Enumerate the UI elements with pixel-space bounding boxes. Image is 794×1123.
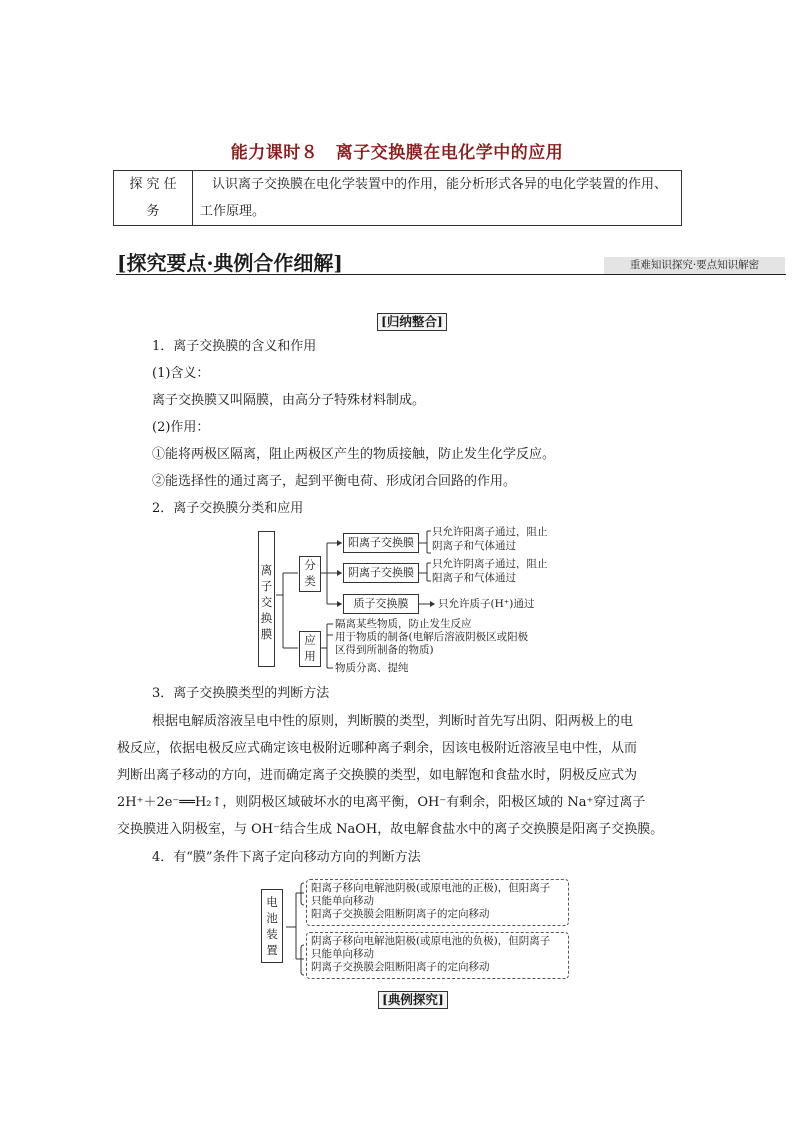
root-char: 置	[266, 943, 278, 957]
anion-rule-box	[306, 932, 569, 979]
section-heading: [探究要点·典例合作细解]	[117, 251, 343, 275]
rule-line: 阳离子移向电解池阴极(或原电池的正极)，但阳离子	[311, 882, 551, 894]
application-item: 物质分离、提纯	[335, 662, 409, 674]
summary-label: [归纳整合]	[377, 313, 447, 331]
application-item: 区得到所制备的物质)	[335, 644, 434, 656]
membrane-box-cation: 阳离子交换膜	[343, 533, 419, 553]
paragraph-3-line: 交换膜进入阴极室，与 OH⁻结合生成 NaOH，故电解食盐水中的离子交换膜是阳离子交换膜。	[117, 822, 664, 837]
rule-line: 阳离子交换膜会阻断阴离子的定向移动	[311, 908, 490, 920]
task-label	[114, 171, 193, 225]
root-char: 装	[266, 927, 278, 941]
ion-migration-diagram	[258, 875, 573, 980]
membrane-desc: 只允许阴离子通过，阻止	[432, 558, 548, 570]
example-label: [典例探究]	[378, 991, 448, 1009]
task-table	[113, 170, 682, 226]
diagram2-root-box	[261, 889, 283, 963]
heading-2: 2．离子交换膜分类和应用	[152, 501, 304, 516]
paragraph-3-line: 2H⁺＋2e⁻══H₂↑，则阴极区域破坏水的电离平衡，OH⁻有剩余，阳极区域的 Na⁺穿过离子	[117, 795, 646, 810]
root-char: 膜	[260, 627, 273, 641]
classify-char: 分	[304, 558, 316, 572]
apply-box	[299, 631, 321, 667]
application-item: 用于物质的制备(电解后溶液阴极区或阳极	[335, 631, 529, 643]
classify-box	[299, 556, 321, 592]
text-1-2-a: ①能将两极区隔离，阻止两极区产生的物质接触，防止发生化学反应。	[152, 447, 556, 462]
membrane-desc: 阴离子和气体通过	[432, 540, 516, 552]
membrane-desc: 阳离子和气体通过	[432, 572, 516, 584]
root-char: 子	[260, 579, 273, 593]
text-1-1: 离子交换膜又叫隔膜，由高分子特殊材料制成。	[152, 393, 426, 408]
root-char: 池	[266, 911, 278, 925]
rule-line: 阴离子交换膜会阻断阳离子的定向移动	[311, 961, 490, 973]
paragraph-3-line: 判断出离子移动的方向，进而确定离子交换膜的类型，如电解饱和食盐水时，阴极反应式为	[117, 768, 638, 783]
heading-1-2: (2)作用：	[152, 420, 210, 435]
membrane-box-proton: 质子交换膜	[343, 594, 419, 614]
apply-char: 用	[304, 649, 316, 663]
root-char: 交	[260, 595, 273, 609]
heading-4: 4．有“膜”条件下离子定向移动方向的判断方法	[152, 850, 421, 865]
rule-line: 阴离子移向电解池阳极(或原电池的负极)，但阴离子	[311, 935, 551, 947]
classify-char: 类	[304, 574, 316, 588]
membrane-desc: 只允许质子(H⁺)通过	[438, 598, 535, 610]
paragraph-3-line: 根据电解质溶液呈电中性的原则，判断膜的类型，判断时首先写出阴、阳两极上的电	[152, 714, 634, 729]
membrane-box-anion: 阴离子交换膜	[343, 563, 419, 583]
cation-rule-box	[306, 879, 569, 926]
apply-char: 应	[304, 633, 316, 647]
heading-3: 3．离子交换膜类型的判断方法	[152, 686, 330, 701]
text-1-2-b: ②能选择性的通过离子，起到平衡电荷、形成闭合回路的作用。	[152, 474, 517, 489]
task-label-line2: 务	[146, 204, 160, 219]
root-char: 换	[260, 611, 273, 625]
task-text: 认识离子交换膜在电化学装置中的作用，能分析形式各异的电化学装置的作用、工作原理。	[200, 177, 668, 219]
section-tag: 重难知识探究·要点知识解密	[604, 257, 785, 274]
page-title: 能力课时８ 离子交换膜在电化学中的应用	[230, 143, 564, 163]
membrane-desc: 只允许阳离子通过，阻止	[432, 526, 548, 538]
heading-1-1: (1)含义：	[152, 366, 210, 381]
classification-diagram	[255, 523, 575, 675]
task-label-line1: 探 究 任	[129, 177, 177, 192]
paragraph-3-line: 极反应，依据电极反应式确定该电极附近哪种离子剩余，因该电极附近溶液呈电中性，从而	[117, 741, 638, 756]
rule-line: 只能单向移动	[311, 895, 374, 907]
heading-1: 1．离子交换膜的含义和作用	[152, 339, 317, 354]
rule-line: 只能单向移动	[311, 948, 374, 960]
diagram1-root-box	[258, 531, 275, 667]
root-char: 电	[266, 895, 278, 909]
section-rule	[116, 274, 786, 275]
application-item: 隔离某些物质，防止发生反应	[335, 618, 472, 630]
root-char: 离	[260, 563, 273, 577]
